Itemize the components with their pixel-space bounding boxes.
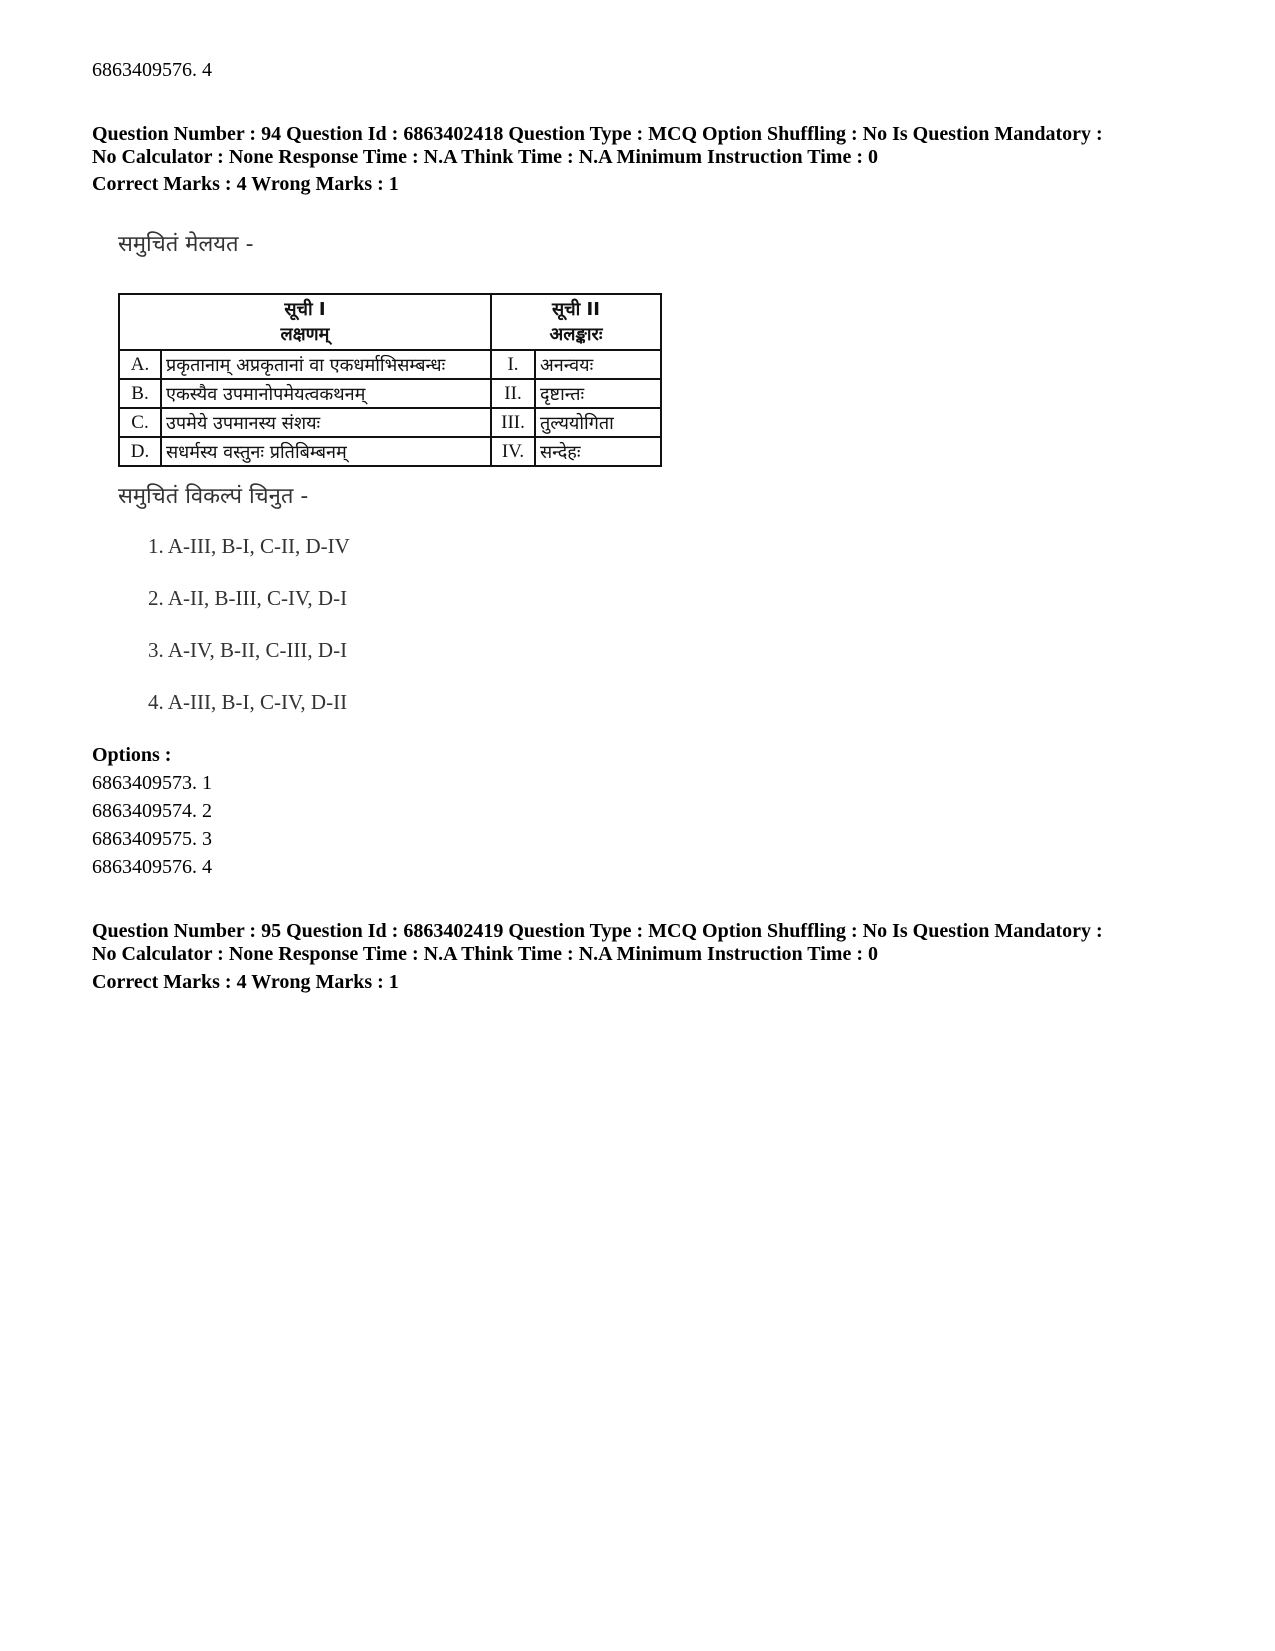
q94-choice-1: 1. A-III, B-I, C-II, D-IV	[148, 534, 350, 558]
q95-marks: Correct Marks : 4 Wrong Marks : 1	[92, 971, 399, 993]
q94-question-image	[118, 228, 718, 758]
table-row	[119, 379, 661, 408]
q94-option-1: 6863409573. 1	[92, 772, 212, 794]
q94-meta-line-1: Question Number : 94 Question Id : 6863402418 Question Type : MCQ Option Shuffling : No Is Question Mandatory :	[92, 123, 1103, 145]
q95-meta-line-2: No Calculator : None Response Time : N.A Think Time : N.A Minimum Instruction Time : 0	[92, 943, 878, 965]
row-label: A.	[119, 350, 161, 379]
previous-option-line: 6863409576. 4	[92, 59, 212, 81]
list-2-subtitle: अलङ्कारः	[549, 324, 603, 345]
row-label: III.	[491, 408, 535, 437]
row-label: IV.	[491, 437, 535, 466]
row-definition: उपमेये उपमानस्य संशयः	[161, 408, 491, 437]
q95-meta-line-1: Question Number : 95 Question Id : 6863402419 Question Type : MCQ Option Shuffling : No Is Question Mandatory :	[92, 920, 1103, 942]
q94-meta-line-2: No Calculator : None Response Time : N.A Think Time : N.A Minimum Instruction Time : 0	[92, 146, 878, 168]
q94-choice-3: 3. A-IV, B-II, C-III, D-I	[148, 638, 348, 662]
q94-option-3: 6863409575. 3	[92, 828, 212, 850]
row-figure: सन्देहः	[535, 437, 661, 466]
table-row	[119, 350, 661, 379]
q94-option-2: 6863409574. 2	[92, 800, 212, 822]
row-label: I.	[491, 350, 535, 379]
q94-option-4: 6863409576. 4	[92, 856, 212, 878]
q94-options-label: Options :	[92, 744, 172, 766]
q94-choose-prompt: समुचितं विकल्पं चिनुत -	[118, 484, 309, 509]
row-definition: सधर्मस्य वस्तुनः प्रतिबिम्बनम्	[161, 437, 491, 466]
list-1-subtitle: लक्षणम्	[280, 324, 330, 345]
q94-choice-2: 2. A-II, B-III, C-IV, D-I	[148, 586, 348, 610]
table-row	[119, 437, 661, 466]
row-label: C.	[119, 408, 161, 437]
row-definition: एकस्यैव उपमानोपमेयत्वकथनम्	[161, 379, 491, 408]
q94-match-table	[118, 293, 662, 467]
list-2-title: सूची II	[552, 299, 600, 320]
row-figure: अनन्वयः	[535, 350, 661, 379]
list-1-title: सूची I	[284, 299, 326, 320]
row-label: D.	[119, 437, 161, 466]
row-figure: तुल्ययोगिता	[535, 408, 661, 437]
row-figure: दृष्टान्तः	[535, 379, 661, 408]
q94-instruction: समुचितं मेलयत -	[118, 232, 254, 257]
list-2-header	[491, 294, 661, 350]
row-label: B.	[119, 379, 161, 408]
q94-marks: Correct Marks : 4 Wrong Marks : 1	[92, 173, 399, 195]
table-header-row	[119, 294, 661, 350]
row-label: II.	[491, 379, 535, 408]
row-definition: प्रकृतानाम् अप्रकृतानां वा एकधर्माभिसम्बन्धः	[161, 350, 491, 379]
list-1-header	[119, 294, 491, 350]
table-row	[119, 408, 661, 437]
q94-choice-4: 4. A-III, B-I, C-IV, D-II	[148, 690, 348, 714]
